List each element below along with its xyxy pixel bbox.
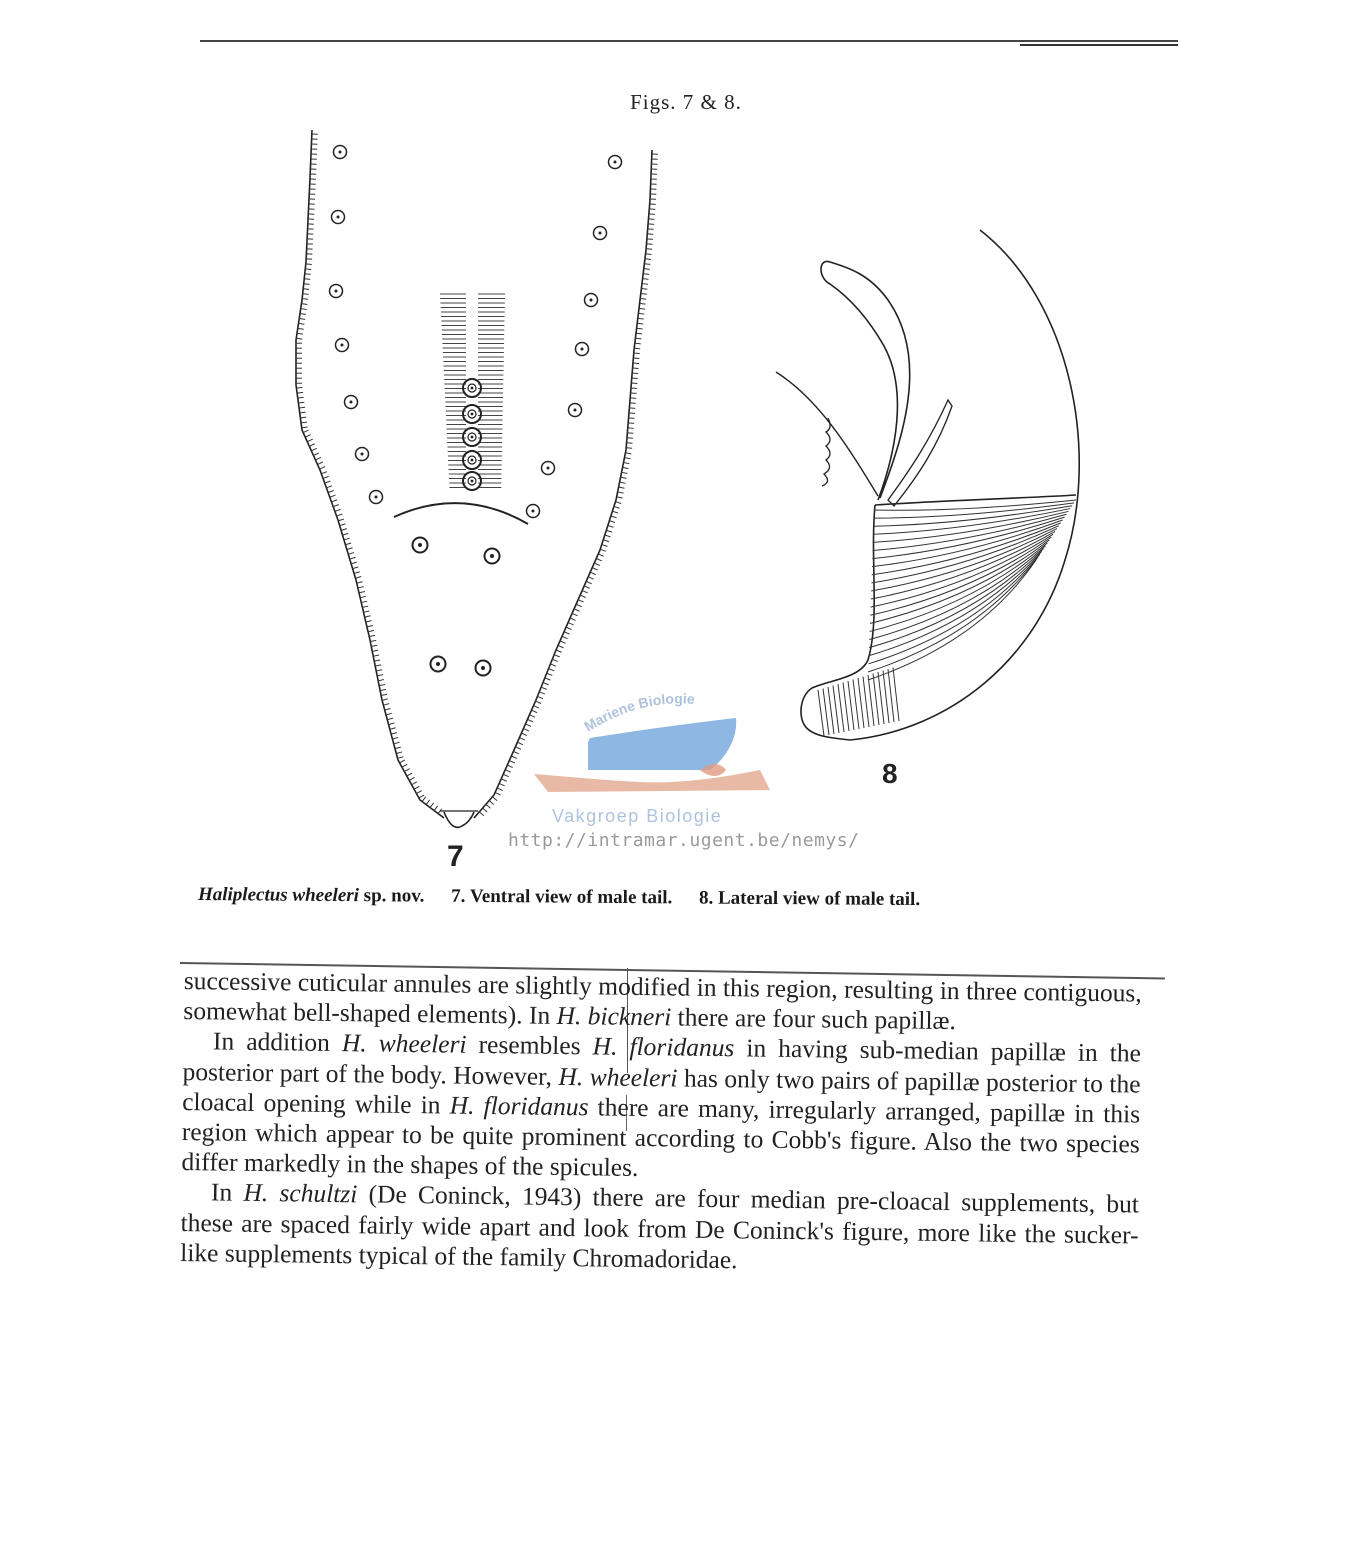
annule-tick bbox=[298, 323, 304, 324]
species-name: H. wheeleri bbox=[558, 1061, 678, 1093]
annule-tick bbox=[298, 402, 304, 403]
annule-tick bbox=[479, 812, 484, 816]
annule-tick bbox=[419, 795, 424, 798]
annule-tick bbox=[501, 779, 506, 781]
annule-tick bbox=[389, 723, 395, 725]
annule-tick bbox=[622, 472, 628, 473]
annule-tick bbox=[386, 713, 392, 715]
tail-annule-line bbox=[863, 677, 869, 728]
annule-tick bbox=[558, 645, 563, 647]
text-run: there are many, irregularly arranged, papillæ in this region which appear to be quite prominent according to Cobb's figure. Also the two species differ markedly in the shapes of the spicules. bbox=[181, 1092, 1141, 1183]
annule-tick bbox=[374, 660, 380, 661]
annule-tick bbox=[536, 701, 541, 703]
annule-tick bbox=[298, 397, 304, 398]
annule-tick bbox=[586, 581, 591, 583]
annule-tick bbox=[320, 467, 325, 469]
annule-tick bbox=[552, 659, 558, 661]
annule-tick bbox=[634, 348, 640, 349]
annule-tick bbox=[511, 756, 516, 758]
annule-tick bbox=[396, 752, 402, 754]
annule-tick bbox=[366, 621, 372, 622]
annule-tick bbox=[358, 587, 364, 588]
annule-tick bbox=[382, 699, 388, 701]
annule-tick bbox=[527, 719, 532, 721]
annule-tick bbox=[596, 558, 601, 560]
annule-tick bbox=[584, 586, 589, 588]
fig7-cloacal-arc bbox=[394, 503, 528, 524]
annule-tick bbox=[301, 422, 307, 423]
annule-tick bbox=[409, 777, 414, 780]
annule-tick bbox=[568, 623, 573, 625]
annule-tick bbox=[395, 747, 401, 749]
annule-tick bbox=[350, 557, 356, 559]
annule-tick bbox=[547, 673, 553, 675]
caption-species-suffix: sp. nov. bbox=[363, 885, 425, 907]
annule-tick bbox=[638, 313, 644, 314]
annule-tick bbox=[299, 407, 305, 408]
annule-tick bbox=[354, 572, 360, 574]
annule-tick bbox=[430, 803, 434, 808]
annule-tick bbox=[492, 797, 497, 801]
annule-tick bbox=[615, 502, 621, 504]
species-name: H. floridanus bbox=[592, 1031, 735, 1063]
annule-tick bbox=[620, 482, 626, 483]
annule-tick bbox=[644, 269, 650, 270]
annule-tick bbox=[313, 453, 318, 455]
annule-tick bbox=[344, 538, 350, 540]
annule-tick bbox=[625, 453, 631, 454]
annule-tick bbox=[323, 476, 329, 478]
papilla-center bbox=[590, 299, 593, 302]
papilla-center bbox=[481, 666, 485, 670]
tail-annule-line bbox=[838, 684, 844, 732]
annule-tick bbox=[343, 533, 349, 535]
annule-tick bbox=[300, 412, 306, 413]
tail-annule-line bbox=[853, 680, 859, 730]
annule-tick bbox=[611, 516, 617, 518]
fig8-supplements bbox=[822, 418, 830, 486]
annule-tick bbox=[379, 684, 385, 685]
annule-tick bbox=[302, 299, 308, 300]
watermark-sand-shape bbox=[534, 770, 770, 792]
annule-tick bbox=[550, 664, 556, 666]
papilla-center bbox=[350, 401, 353, 404]
annule-tick bbox=[638, 318, 644, 319]
annule-tick bbox=[402, 764, 407, 767]
annule-tick bbox=[529, 715, 534, 717]
annule-tick bbox=[609, 521, 615, 523]
fig7-supplement-striations bbox=[440, 294, 505, 488]
annule-tick bbox=[640, 303, 646, 304]
annule-tick bbox=[355, 577, 361, 579]
papilla-center bbox=[532, 510, 535, 513]
tail-annule-line bbox=[828, 687, 834, 734]
annule-tick bbox=[364, 611, 370, 612]
annule-tick bbox=[505, 770, 510, 772]
papilla-center bbox=[436, 662, 440, 666]
annule-tick bbox=[340, 524, 346, 526]
papilla-center bbox=[335, 290, 338, 293]
annule-tick bbox=[377, 675, 383, 676]
annule-tick bbox=[637, 323, 643, 324]
annule-tick bbox=[351, 562, 357, 564]
watermark-wave-shape bbox=[588, 718, 736, 770]
annule-tick bbox=[362, 606, 368, 607]
tail-annule-line bbox=[873, 674, 879, 726]
papilla-center bbox=[471, 413, 474, 416]
annule-tick bbox=[603, 540, 609, 542]
tail-annule-line bbox=[823, 689, 829, 736]
papilla-center bbox=[471, 387, 474, 390]
species-name: H. bickneri bbox=[556, 1001, 672, 1032]
annule-tick bbox=[347, 548, 353, 550]
annule-tick bbox=[330, 495, 336, 497]
annule-tick bbox=[301, 309, 307, 310]
annule-tick bbox=[644, 264, 650, 265]
annule-tick bbox=[318, 462, 323, 464]
papilla-center bbox=[490, 554, 494, 558]
figure-heading: Figs. 7 & 8. bbox=[630, 90, 742, 114]
annule-tick bbox=[566, 627, 571, 629]
annule-tick bbox=[390, 728, 396, 730]
annule-tick bbox=[297, 392, 303, 393]
annule-tick bbox=[614, 506, 620, 508]
annule-tick bbox=[624, 458, 630, 459]
papilla-center bbox=[339, 151, 342, 154]
annule-line bbox=[871, 531, 1055, 599]
annule-tick bbox=[394, 742, 400, 744]
text-run: In addition bbox=[212, 1026, 343, 1058]
papilla-center bbox=[418, 543, 422, 547]
annule-tick bbox=[375, 665, 381, 666]
body-text bbox=[180, 966, 1142, 1281]
annule-tick bbox=[341, 529, 347, 531]
tail-annule-line bbox=[868, 675, 874, 726]
annule-tick bbox=[497, 788, 502, 790]
fig8-ventral-curve bbox=[801, 505, 875, 740]
annule-tick bbox=[513, 751, 518, 753]
annule-tick bbox=[304, 284, 310, 285]
fig7-left-outline bbox=[296, 130, 444, 818]
text-run: has only two pairs of papillæ posterior to the cloacal opening while in bbox=[182, 1063, 1141, 1120]
papilla-center bbox=[581, 348, 584, 351]
fig8-spicule bbox=[821, 261, 910, 500]
annule-tick bbox=[543, 683, 549, 685]
annule-tick bbox=[639, 308, 645, 309]
annule-tick bbox=[523, 729, 528, 731]
annule-tick bbox=[642, 284, 648, 285]
tail-annule-line bbox=[858, 678, 864, 728]
annule-tick bbox=[337, 514, 343, 516]
annule-tick bbox=[643, 274, 649, 275]
text-run: In bbox=[210, 1177, 244, 1208]
tail-annule-line bbox=[883, 671, 889, 724]
annule-tick bbox=[302, 427, 308, 428]
annule-tick bbox=[370, 640, 376, 641]
annule-tick bbox=[367, 626, 373, 627]
fig8-annules bbox=[818, 500, 1076, 736]
annule-tick bbox=[598, 554, 603, 556]
tail-annule-line bbox=[848, 681, 854, 730]
annule-tick bbox=[605, 535, 611, 537]
annule-tick bbox=[562, 636, 567, 638]
annule-tick bbox=[326, 486, 332, 488]
annule-tick bbox=[414, 786, 419, 789]
annule-tick bbox=[509, 761, 514, 763]
annule-tick bbox=[383, 704, 389, 706]
annule-tick bbox=[385, 708, 391, 710]
annule-tick bbox=[369, 635, 375, 636]
annule-tick bbox=[303, 289, 309, 290]
annule-tick bbox=[325, 481, 331, 483]
annule-tick bbox=[641, 293, 647, 294]
watermark-arc-text: Mariene Biologie bbox=[581, 690, 696, 735]
paragraph-2 bbox=[181, 1026, 1141, 1190]
annule-tick bbox=[328, 490, 334, 492]
annule-tick bbox=[298, 328, 304, 329]
annule-tick bbox=[400, 760, 405, 763]
annule-tick bbox=[345, 543, 351, 545]
annule-tick bbox=[641, 289, 647, 290]
tail-annule-line bbox=[843, 683, 849, 732]
papilla-center bbox=[574, 409, 577, 412]
annule-tick bbox=[380, 689, 386, 690]
annule-tick bbox=[296, 387, 302, 388]
annule-tick bbox=[368, 630, 374, 631]
annule-tick bbox=[574, 609, 579, 611]
annule-tick bbox=[335, 509, 341, 511]
annule-tick bbox=[357, 582, 363, 583]
fig8-inner-curve bbox=[875, 495, 1076, 505]
annule-tick bbox=[365, 616, 371, 617]
annule-tick bbox=[640, 298, 646, 299]
annule-tick bbox=[594, 563, 599, 565]
annule-tick bbox=[517, 742, 522, 744]
annule-tick bbox=[311, 448, 316, 450]
annule-tick bbox=[360, 596, 366, 597]
annule-tick bbox=[619, 487, 625, 488]
annule-tick bbox=[304, 279, 310, 280]
species-name: H. wheeleri bbox=[341, 1028, 467, 1060]
annule-tick bbox=[592, 568, 597, 570]
annule-tick bbox=[426, 800, 430, 805]
annule-tick bbox=[486, 804, 491, 808]
papilla-center bbox=[471, 436, 474, 439]
annule-tick bbox=[539, 692, 545, 694]
annule-tick bbox=[570, 618, 575, 620]
annule-tick bbox=[635, 338, 641, 339]
annule-tick bbox=[305, 435, 310, 437]
watermark-logo bbox=[534, 690, 770, 826]
annule-tick bbox=[307, 439, 312, 441]
annule-tick bbox=[309, 444, 314, 446]
fig7-label: 7 bbox=[447, 840, 464, 873]
annule-tick bbox=[582, 591, 587, 593]
annule-tick bbox=[299, 318, 305, 319]
annule-tick bbox=[381, 694, 387, 695]
papilla-center bbox=[337, 216, 340, 219]
annule-tick bbox=[618, 492, 624, 493]
paragraph-3 bbox=[180, 1177, 1139, 1280]
annule-tick bbox=[617, 497, 623, 498]
tail-annule-line bbox=[878, 672, 884, 724]
tail-annule-line bbox=[888, 669, 894, 722]
fig7-papillae bbox=[330, 146, 622, 676]
annule-tick bbox=[422, 797, 426, 802]
text-run: resembles bbox=[466, 1030, 593, 1061]
annule-tick bbox=[305, 269, 311, 270]
watermark-url: http://intramar.ugent.be/nemys/ bbox=[508, 830, 860, 851]
annule-tick bbox=[623, 467, 629, 468]
annule-tick bbox=[404, 769, 409, 772]
annule-tick bbox=[608, 525, 614, 527]
annule-tick bbox=[489, 801, 494, 805]
annule-tick bbox=[645, 259, 651, 260]
annule-tick bbox=[372, 650, 378, 651]
annule-tick bbox=[391, 733, 397, 735]
caption-fig7: 7. Ventral view of male tail. bbox=[451, 885, 673, 909]
tail-annule-line bbox=[893, 668, 899, 722]
annule-tick bbox=[434, 806, 438, 811]
fig8-lateral-tail bbox=[776, 230, 1079, 740]
annule-tick bbox=[353, 567, 359, 569]
annule-tick bbox=[532, 710, 537, 712]
text-run: (De Coninck, 1943) there are four median pre-cloacal supplements, but these are spaced fairly wide apart and look from De Coninck's figure, more like the sucker-like supplements typical of the family Chromadoridae. bbox=[180, 1179, 1140, 1275]
annule-tick bbox=[300, 417, 306, 418]
annule-tick bbox=[521, 733, 526, 735]
annule-tick bbox=[371, 645, 377, 646]
annule-tick bbox=[361, 601, 367, 602]
annule-tick bbox=[556, 650, 562, 652]
annule-tick bbox=[534, 706, 539, 708]
papilla-center bbox=[614, 161, 617, 164]
tail-annule-line bbox=[833, 686, 839, 734]
annule-tick bbox=[412, 782, 417, 785]
annule-tick bbox=[588, 577, 593, 579]
annule-tick bbox=[398, 757, 404, 759]
annule-tick bbox=[564, 632, 569, 634]
annule-tick bbox=[495, 793, 500, 795]
annule-tick bbox=[621, 477, 627, 478]
annule-tick bbox=[545, 678, 551, 680]
text-run: in having sub-median papillæ in the posterior part of the body. However, bbox=[182, 1033, 1142, 1091]
papilla-center bbox=[341, 344, 344, 347]
annule-tick bbox=[303, 430, 308, 432]
papilla-center bbox=[361, 453, 364, 456]
annule-tick bbox=[637, 328, 643, 329]
annule-tick bbox=[392, 737, 398, 739]
annule-tick bbox=[646, 254, 652, 255]
fig7-right-outline bbox=[474, 150, 652, 818]
annule-tick bbox=[348, 553, 354, 555]
watermark-bottom-text: Vakgroep Biologie bbox=[552, 806, 723, 826]
annule-tick bbox=[643, 279, 649, 280]
annule-tick bbox=[623, 463, 629, 464]
annule-tick bbox=[373, 655, 379, 656]
text-run: successive cuticular annules are slightly modified in this region, resulting in three contiguous, somewhat bell-shaped elements). In bbox=[183, 966, 1142, 1031]
annule-tick bbox=[296, 338, 302, 339]
annule-tick bbox=[306, 264, 312, 265]
annule-tick bbox=[303, 294, 309, 295]
annule-tick bbox=[576, 604, 581, 606]
annule-tick bbox=[331, 500, 337, 502]
annule-tick bbox=[483, 808, 488, 812]
papilla-center bbox=[375, 496, 378, 499]
species-name: H. schultzi bbox=[243, 1178, 358, 1209]
text-run: there are four such papillæ. bbox=[671, 1002, 957, 1036]
annule-tick bbox=[602, 545, 608, 547]
annule-tick bbox=[300, 314, 306, 315]
papilla-center bbox=[471, 459, 474, 462]
tail-annule-line bbox=[818, 690, 824, 736]
papilla-center bbox=[547, 467, 550, 470]
annule-tick bbox=[572, 613, 577, 615]
annule-tick bbox=[525, 724, 530, 726]
annule-tick bbox=[515, 747, 520, 749]
annule-tick bbox=[580, 595, 585, 597]
fig7-tail-tip bbox=[444, 812, 474, 827]
annule-tick bbox=[359, 591, 365, 592]
annule-tick bbox=[297, 333, 303, 334]
annule-tick bbox=[321, 472, 327, 474]
annule-tick bbox=[507, 765, 512, 767]
annule-tick bbox=[333, 505, 339, 507]
species-name: H. floridanus bbox=[449, 1090, 589, 1122]
annule-tick bbox=[635, 343, 641, 344]
annule-tick bbox=[305, 274, 311, 275]
annule-tick bbox=[549, 669, 555, 671]
annule-tick bbox=[537, 696, 543, 698]
annule-tick bbox=[503, 774, 508, 776]
annule-line bbox=[869, 546, 1045, 640]
annule-tick bbox=[338, 519, 344, 521]
annule-tick bbox=[499, 783, 504, 785]
annule-tick bbox=[376, 670, 382, 671]
annule-tick bbox=[519, 738, 524, 740]
annule-tick bbox=[590, 572, 595, 574]
fig8-label: 8 bbox=[882, 758, 898, 789]
annule-tick bbox=[315, 457, 320, 459]
caption-species: Haliplectus wheeleri bbox=[197, 884, 360, 907]
annule-tick bbox=[378, 680, 384, 681]
annule-tick bbox=[541, 687, 547, 689]
annule-tick bbox=[636, 333, 642, 334]
annule-tick bbox=[387, 718, 393, 720]
annule-line bbox=[874, 500, 1076, 510]
annule-tick bbox=[407, 773, 412, 776]
annule-tick bbox=[554, 655, 560, 657]
annule-tick bbox=[612, 511, 618, 513]
annule-tick bbox=[606, 530, 612, 532]
annule-tick bbox=[416, 791, 421, 794]
annule-line bbox=[873, 506, 1072, 526]
annule-tick bbox=[560, 641, 565, 643]
papilla-center bbox=[471, 480, 474, 483]
caption-fig8: 8. Lateral view of male tail. bbox=[698, 887, 921, 911]
papilla-center bbox=[599, 232, 602, 235]
annule-tick bbox=[600, 549, 606, 551]
annule-tick bbox=[578, 600, 583, 602]
annule-tick bbox=[301, 304, 307, 305]
